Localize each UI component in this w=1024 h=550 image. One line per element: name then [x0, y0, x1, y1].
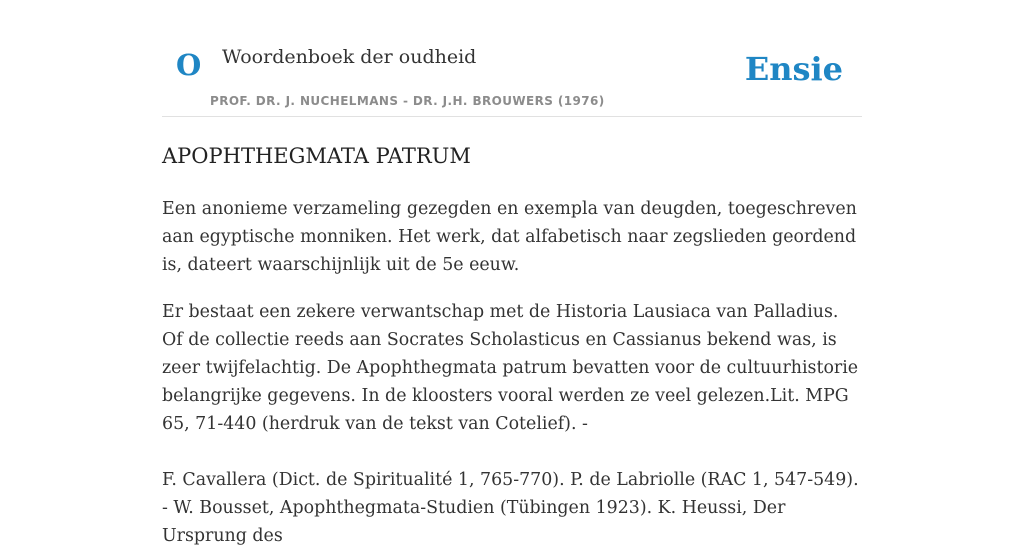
book-authors: PROF. DR. J. NUCHELMANS - DR. J.H. BROUWERS (1976): [210, 94, 605, 108]
entry-paragraph: Er bestaat een zekere verwantschap met de Historia Lausiaca van Palladius. Of de collectie reeds aan Socrates Scholasticus en Cassianus bekend was, is zeer twijfelachtig. De Apophthegmata patrum bevatten voor de cultuurhistorie belangrijke gegevens. In de kloosters vooral werden ze veel gelezen.Lit. MPG 65, 71-440 (herdruk van de tekst van Cotelief). -: [162, 302, 859, 435]
page-container: [162, 0, 862, 550]
entry-references: F. Cavallera (Dict. de Spiritualité 1, 765-770). P. de Labriolle (RAC 1, 547-549). - W. Bousset, Apophthegmata-Studien (Tübingen 1923). K. Heussi, Der Ursprung des: [162, 470, 859, 547]
index-letter[interactable]: O: [176, 48, 202, 82]
ensie-logo[interactable]: Ensie: [744, 50, 843, 88]
page-header: [162, 0, 862, 117]
entry-title: APOPHTHEGMATA PATRUM: [162, 144, 471, 168]
book-title[interactable]: Woordenboek der oudheid: [222, 46, 477, 68]
entry-paragraph: Een anonieme verzameling gezegden en exempla van deugden, toegeschreven aan egyptische monniken. Het werk, dat alfabetisch naar zegslieden geordend is, dateert waarschijnlijk uit de 5e eeuw.: [162, 199, 857, 276]
